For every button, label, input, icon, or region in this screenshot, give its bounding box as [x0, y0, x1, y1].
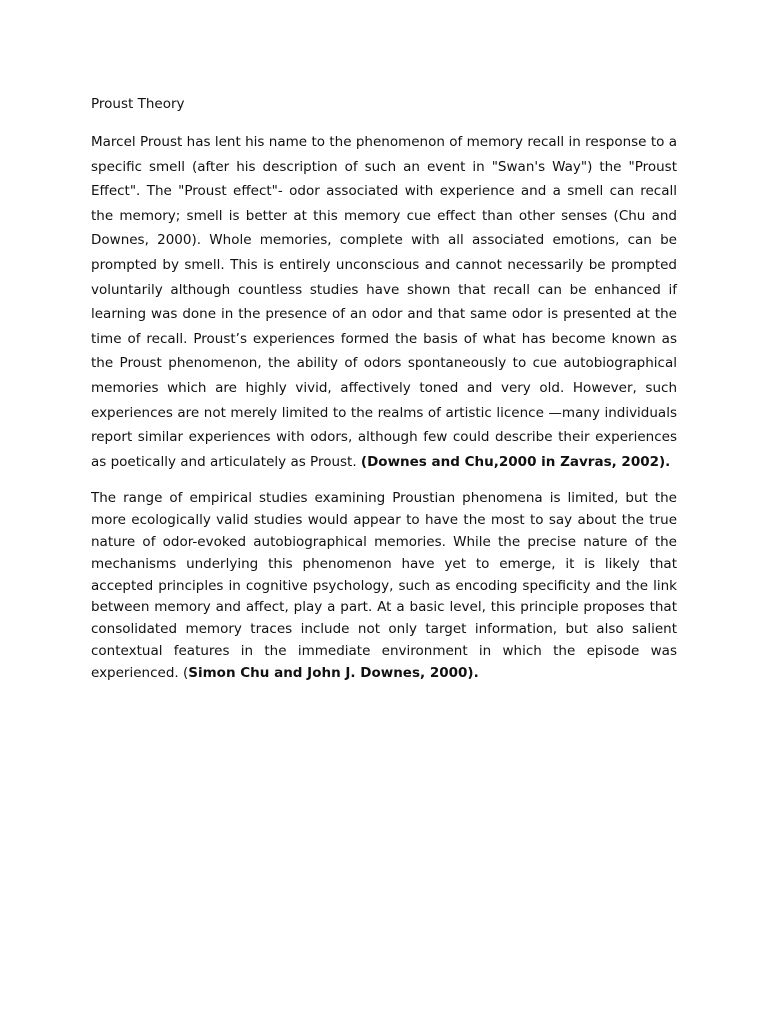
- paragraph-text: The range of empirical studies examining Proustian phenomena is limited, but the more ecologically valid studies would appear to have the most to say about the true nature of odor-evoked autobiographical memories. While the precise nature of the mechanisms underlying this phenomenon have yet to emerge, it is likely that accepted principles in cognitive psychology, such as encoding specificity and the link between memory and affect, play a part. At a basic level, this principle proposes that consolidated memory traces include not only target information, but also salient contextual features in the immediate environment in which the episode was experienced. (: [91, 490, 677, 681]
- citation: (Downes and Chu,2000 in Zavras, 2002).: [360, 453, 671, 470]
- citation: Simon Chu and John J. Downes, 2000).: [188, 664, 479, 681]
- document-page: [91, 94, 677, 684]
- paragraph-proust-effect: [91, 130, 677, 474]
- paragraph-text: Marcel Proust has lent his name to the phenomenon of memory recall in response to a specific smell (after his description of such an event in "Swan's Way") the "Proust Effect". The "Proust effect"- odor associated with experience and a smell can recall the memory; smell is better at this memory cue effect than other senses (Chu and Downes, 2000). Whole memories, complete with all associated emotions, can be prompted by smell. This is entirely unconscious and cannot necessarily be prompted voluntarily although countless studies have shown that recall can be enhanced if learning was done in the presence of an odor and that same odor is presented at the time of recall. Proust’s experiences formed the basis of what has become known as the Proust phenomenon, the ability of odors spontaneously to cue autobiographical memories which are highly vivid, affectively toned and very old. However, such experiences are not merely limited to the realms of artistic licence —many individuals report similar experiences with odors, although few could describe their experiences as poetically and articulately as Proust.: [91, 134, 677, 470]
- paragraph-empirical-studies: [91, 488, 677, 684]
- document-title: Proust Theory: [91, 96, 185, 112]
